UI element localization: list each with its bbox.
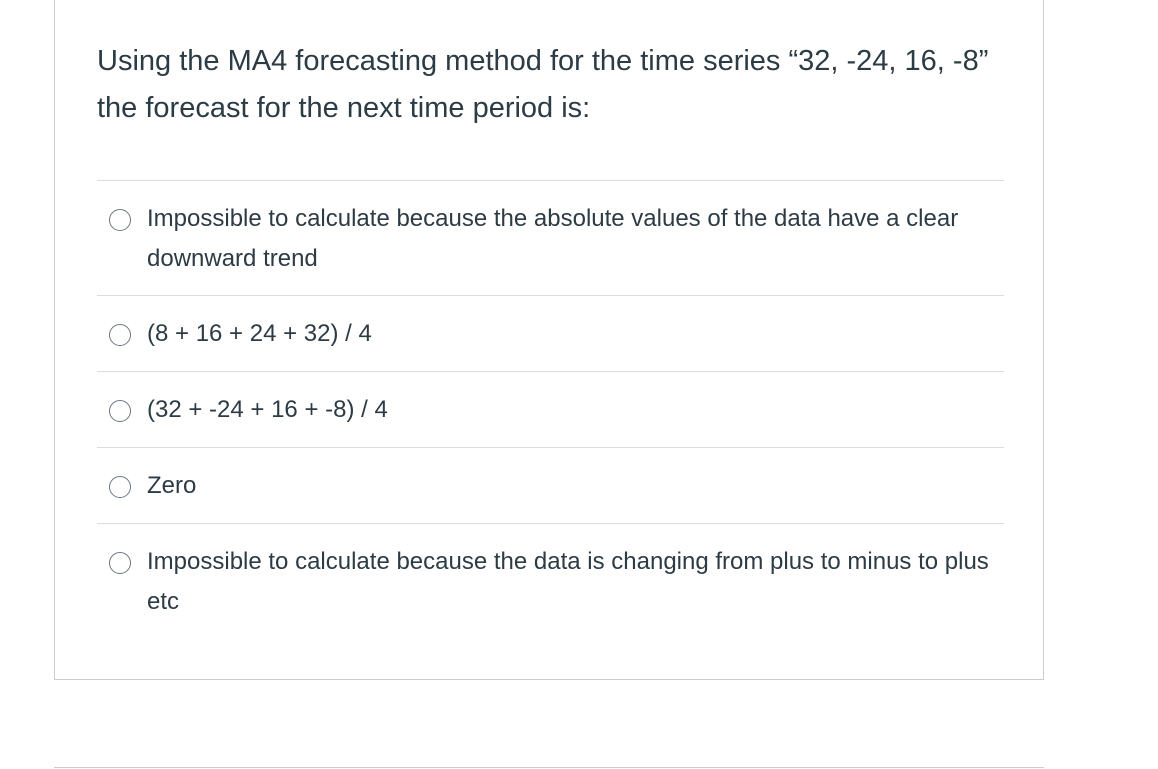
- answer-option-4[interactable]: [97, 447, 1004, 523]
- radio-button-icon[interactable]: [109, 400, 131, 422]
- question-text: Using the MA4 forecasting method for the time series “32, -24, 16, -8” the forecast for the next time period is:: [97, 45, 989, 124]
- answer-label: Zero: [147, 472, 197, 499]
- radio-button-icon[interactable]: [109, 209, 131, 231]
- answer-label: (32 + -24 + 16 + -8) / 4: [147, 396, 388, 423]
- radio-button-icon[interactable]: [109, 324, 131, 346]
- answer-label: Impossible to calculate because the absolute values of the data have a clear downward trend: [147, 205, 959, 272]
- answer-list: [97, 180, 1004, 638]
- answer-option-5[interactable]: [97, 523, 1004, 638]
- answer-option-1[interactable]: [97, 180, 1004, 295]
- bottom-divider: [54, 767, 1044, 768]
- radio-button-icon[interactable]: [109, 476, 131, 498]
- question-card: [54, 0, 1044, 680]
- answer-option-2[interactable]: [97, 295, 1004, 371]
- radio-button-icon[interactable]: [109, 552, 131, 574]
- answer-label: Impossible to calculate because the data is changing from plus to minus to plus etc: [147, 548, 989, 615]
- answer-label: (8 + 16 + 24 + 32) / 4: [147, 320, 372, 347]
- answer-option-3[interactable]: [97, 371, 1004, 447]
